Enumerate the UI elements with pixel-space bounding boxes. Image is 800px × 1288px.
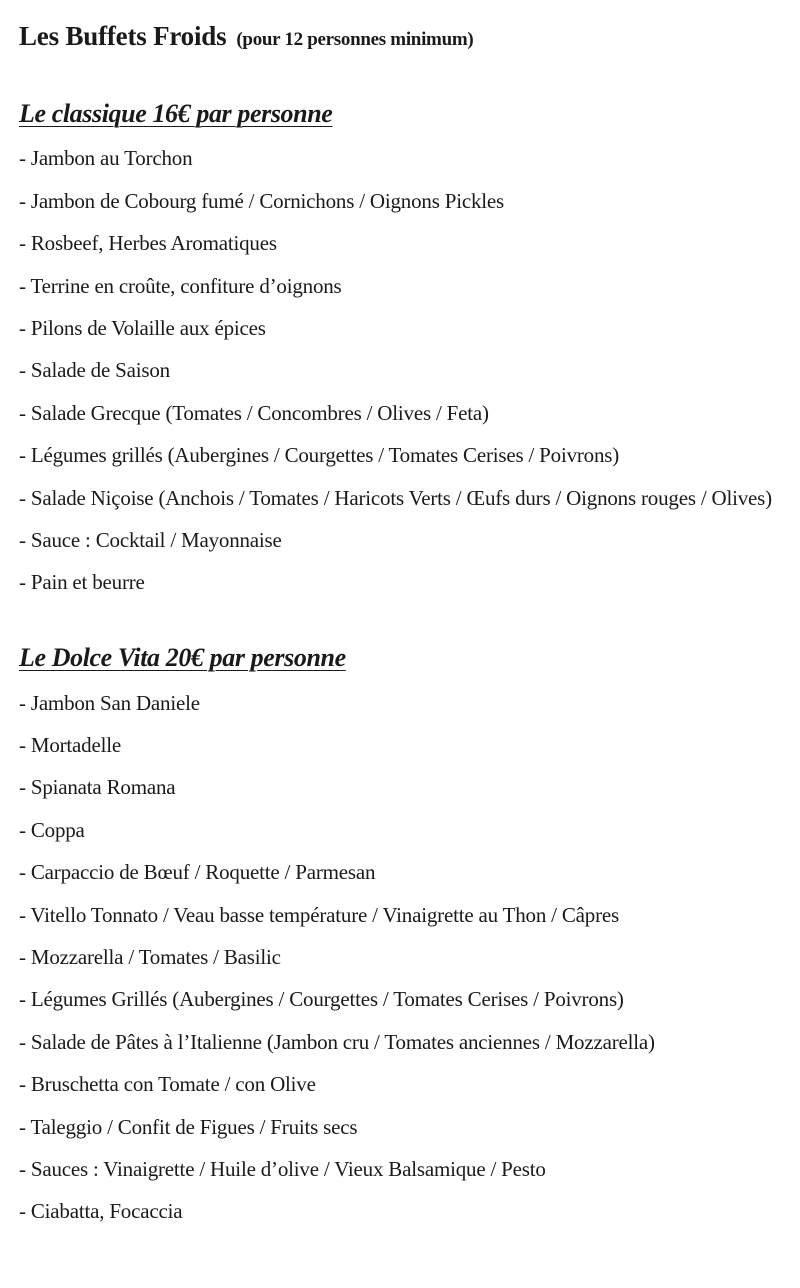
page-title — [19, 16, 779, 52]
title-subtitle: (pour 12 personnes minimum) — [236, 29, 474, 50]
title-main: Les Buffets Froids — [19, 21, 227, 51]
list-item: - Pilons de Volaille aux épices — [19, 315, 266, 340]
list-item: - Carpaccio de Bœuf / Roquette / Parmesan — [19, 860, 376, 885]
list-item: - Coppa — [19, 817, 85, 842]
list-item: - Mortadelle — [19, 733, 121, 758]
list-item: - Jambon San Daniele — [19, 690, 200, 715]
list-item: - Jambon de Cobourg fumé / Cornichons / Oignons Pickles — [19, 188, 504, 213]
list-item: - Jambon au Torchon — [19, 146, 193, 171]
list-item: - Salade Niçoise (Anchois / Tomates / Haricots Verts / Œufs durs / Oignons rouges / Olives) — [19, 485, 772, 510]
list-item: - Ciabatta, Focaccia — [19, 1199, 183, 1224]
list-item: - Sauces : Vinaigrette / Huile d’olive / Vieux Balsamique / Pesto — [19, 1156, 546, 1181]
list-item: - Rosbeef, Herbes Aromatiques — [19, 231, 277, 256]
section-classique — [19, 98, 779, 596]
list-item: - Spianata Romana — [19, 775, 176, 800]
list-item: - Terrine en croûte, confiture d’oignons — [19, 273, 342, 298]
list-item: - Salade de Pâtes à l’Italienne (Jambon cru / Tomates anciennes / Mozzarella) — [19, 1029, 655, 1054]
section-heading-classique: Le classique 16€ par personne — [19, 99, 333, 128]
item-list-dolce-vita — [19, 689, 779, 1226]
list-item: - Mozzarella / Tomates / Basilic — [19, 945, 281, 970]
menu-page — [19, 16, 779, 1225]
section-heading-dolce-vita: Le Dolce Vita 20€ par personne — [19, 643, 346, 673]
item-list-classique — [19, 144, 779, 596]
list-item: - Légumes grillés (Aubergines / Courgettes / Tomates Cerises / Poivrons) — [19, 443, 620, 468]
section-dolce-vita — [19, 642, 779, 1225]
list-item: - Sauce : Cocktail / Mayonnaise — [19, 527, 282, 552]
list-item: - Pain et beurre — [19, 570, 145, 595]
list-item: - Taleggio / Confit de Figues / Fruits secs — [19, 1114, 358, 1139]
list-item: - Vitello Tonnato / Veau basse température / Vinaigrette au Thon / Câpres — [19, 902, 619, 927]
list-item: - Salade de Saison — [19, 358, 170, 383]
list-item: - Légumes Grillés (Aubergines / Courgettes / Tomates Cerises / Poivrons) — [19, 987, 624, 1012]
list-item: - Salade Grecque (Tomates / Concombres / Olives / Feta) — [19, 400, 489, 425]
list-item: - Bruschetta con Tomate / con Olive — [19, 1072, 316, 1097]
